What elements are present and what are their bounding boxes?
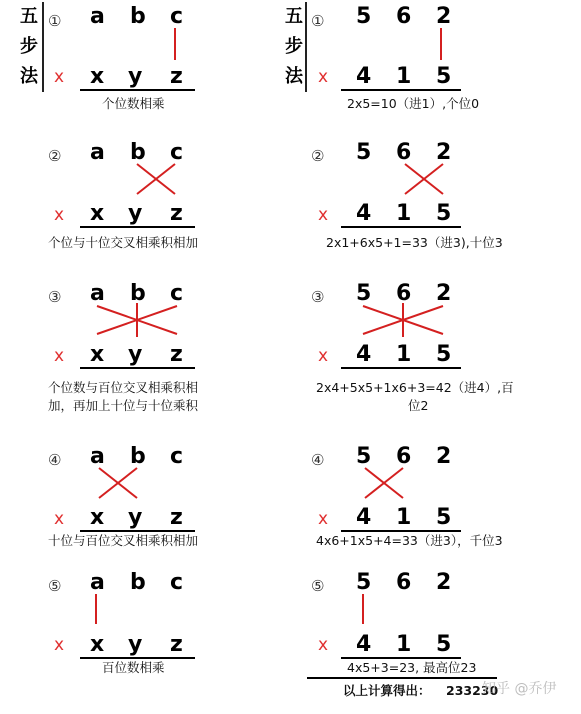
title-char-3-right: 法	[285, 66, 303, 87]
step-marker-1-right: ①	[311, 12, 325, 30]
digit-x: x	[90, 505, 105, 530]
digit-c: c	[170, 4, 184, 29]
times-sign: x	[54, 67, 65, 87]
digit-2: 2	[436, 140, 452, 165]
digit-5b: 5	[436, 64, 452, 89]
digit-4: 4	[356, 64, 372, 89]
title-char-1-right: 五	[285, 6, 303, 27]
digit-z: z	[170, 201, 183, 226]
connector-lines	[171, 28, 181, 68]
digit-6: 6	[396, 444, 412, 469]
times-sign-right: x	[318, 509, 329, 529]
step-marker-3-left: ③	[48, 288, 62, 306]
product-rule	[80, 89, 195, 91]
digit-y: y	[128, 64, 143, 89]
digit-y: y	[128, 632, 143, 657]
digit-b: b	[130, 570, 146, 595]
digit-5: 5	[356, 444, 372, 469]
digit-c: c	[170, 444, 184, 469]
connector-lines	[95, 303, 195, 343]
step-marker-5-left: ⑤	[48, 577, 62, 595]
digit-a: a	[90, 140, 105, 165]
digit-6: 6	[396, 570, 412, 595]
step-caption-3-left-line2: 加，再加上十位与十位乘积	[48, 398, 199, 413]
digit-1: 1	[396, 201, 412, 226]
digit-4: 4	[356, 342, 372, 367]
step-marker-3-right: ③	[311, 288, 325, 306]
digit-5: 5	[356, 140, 372, 165]
digit-a: a	[90, 281, 105, 306]
digit-x: x	[90, 342, 105, 367]
product-rule-right	[341, 89, 461, 91]
digit-b: b	[130, 281, 146, 306]
product-rule	[80, 530, 195, 532]
digit-4: 4	[356, 201, 372, 226]
connector-lines	[92, 594, 102, 634]
title-divider	[42, 2, 44, 92]
digit-6: 6	[396, 140, 412, 165]
digit-z: z	[170, 64, 183, 89]
step-marker-4-right: ④	[311, 451, 325, 469]
digit-5: 5	[356, 570, 372, 595]
result-value: 233230	[446, 683, 499, 698]
digit-6: 6	[396, 281, 412, 306]
digit-b: b	[130, 140, 146, 165]
times-sign-right: x	[318, 346, 329, 366]
digit-5b: 5	[436, 342, 452, 367]
title-char-2: 步	[20, 36, 38, 57]
title-char-1: 五	[20, 6, 38, 27]
times-sign-right: x	[318, 205, 329, 225]
product-rule-right	[341, 367, 461, 369]
times-sign: x	[54, 205, 65, 225]
step-caption-2-right: 2x1+6x5+1=33（进3),十位3	[326, 235, 503, 250]
step-caption-4-left: 十位与百位交叉相乘积相加	[48, 533, 199, 548]
product-rule	[80, 226, 195, 228]
digit-x: x	[90, 64, 105, 89]
digit-1: 1	[396, 64, 412, 89]
digit-c: c	[170, 281, 184, 306]
title-char-3: 法	[20, 66, 38, 87]
digit-2: 2	[436, 281, 452, 306]
connector-lines-right	[361, 303, 461, 343]
digit-5b: 5	[436, 201, 452, 226]
times-sign: x	[54, 346, 65, 366]
digit-y: y	[128, 505, 143, 530]
step-caption-4-right: 4x6+1x5+4=33（进3），千位3	[316, 533, 503, 548]
step-marker-2-left: ②	[48, 147, 62, 165]
title-char-2-right: 步	[285, 36, 303, 57]
digit-5b: 5	[436, 632, 452, 657]
product-rule-right	[341, 657, 461, 659]
connector-lines-right	[363, 466, 413, 506]
times-sign: x	[54, 509, 65, 529]
digit-2: 2	[436, 570, 452, 595]
digit-z: z	[170, 342, 183, 367]
connector-lines	[135, 162, 185, 202]
digit-y: y	[128, 342, 143, 367]
digit-a: a	[90, 4, 105, 29]
digit-c: c	[170, 570, 184, 595]
step-marker-5-right: ⑤	[311, 577, 325, 595]
step-caption-3-right-line1: 2x4+5x5+1x6+3=42（进4）,百	[316, 380, 514, 395]
digit-6: 6	[396, 4, 412, 29]
digit-5: 5	[356, 281, 372, 306]
digit-4: 4	[356, 632, 372, 657]
step-caption-1-right: 2x5=10（进1）,个位0	[347, 96, 480, 111]
product-rule	[80, 367, 195, 369]
step-caption-3-right-line2: 位2	[408, 398, 429, 413]
step-caption-1-left: 个位数相乘	[102, 96, 165, 111]
connector-lines-right	[403, 162, 453, 202]
result-rule	[307, 677, 497, 679]
connector-lines-right	[437, 28, 447, 68]
digit-b: b	[130, 4, 146, 29]
digit-5b: 5	[436, 505, 452, 530]
watermark: 知乎 @乔伊	[482, 681, 557, 697]
connector-lines-right	[359, 594, 369, 634]
product-rule-right	[341, 226, 461, 228]
digit-2: 2	[436, 4, 452, 29]
step-marker-2-right: ②	[311, 147, 325, 165]
digit-z: z	[170, 632, 183, 657]
product-rule-right	[341, 530, 461, 532]
step-caption-2-left: 个位与十位交叉相乘积相加	[48, 235, 199, 250]
digit-a: a	[90, 570, 105, 595]
times-sign: x	[54, 635, 65, 655]
step-caption-5-left: 百位数相乘	[102, 660, 165, 675]
digit-b: b	[130, 444, 146, 469]
result-label: 以上计算得出：	[343, 683, 431, 698]
title-divider-right	[305, 2, 307, 92]
step-marker-4-left: ④	[48, 451, 62, 469]
digit-x: x	[90, 201, 105, 226]
times-sign-right: x	[318, 67, 329, 87]
digit-1: 1	[396, 342, 412, 367]
digit-z: z	[170, 505, 183, 530]
digit-4: 4	[356, 505, 372, 530]
digit-x: x	[90, 632, 105, 657]
digit-1: 1	[396, 632, 412, 657]
digit-c: c	[170, 140, 184, 165]
step-marker-1-left: ①	[48, 12, 62, 30]
digit-a: a	[90, 444, 105, 469]
digit-y: y	[128, 201, 143, 226]
step-caption-5-right: 4x5+3=23, 最高位23	[347, 660, 477, 675]
digit-1: 1	[396, 505, 412, 530]
connector-lines	[97, 466, 147, 506]
times-sign-right: x	[318, 635, 329, 655]
step-caption-3-left-line1: 个位数与百位交叉相乘积相	[48, 380, 199, 395]
digit-5: 5	[356, 4, 372, 29]
digit-2: 2	[436, 444, 452, 469]
product-rule	[80, 657, 195, 659]
